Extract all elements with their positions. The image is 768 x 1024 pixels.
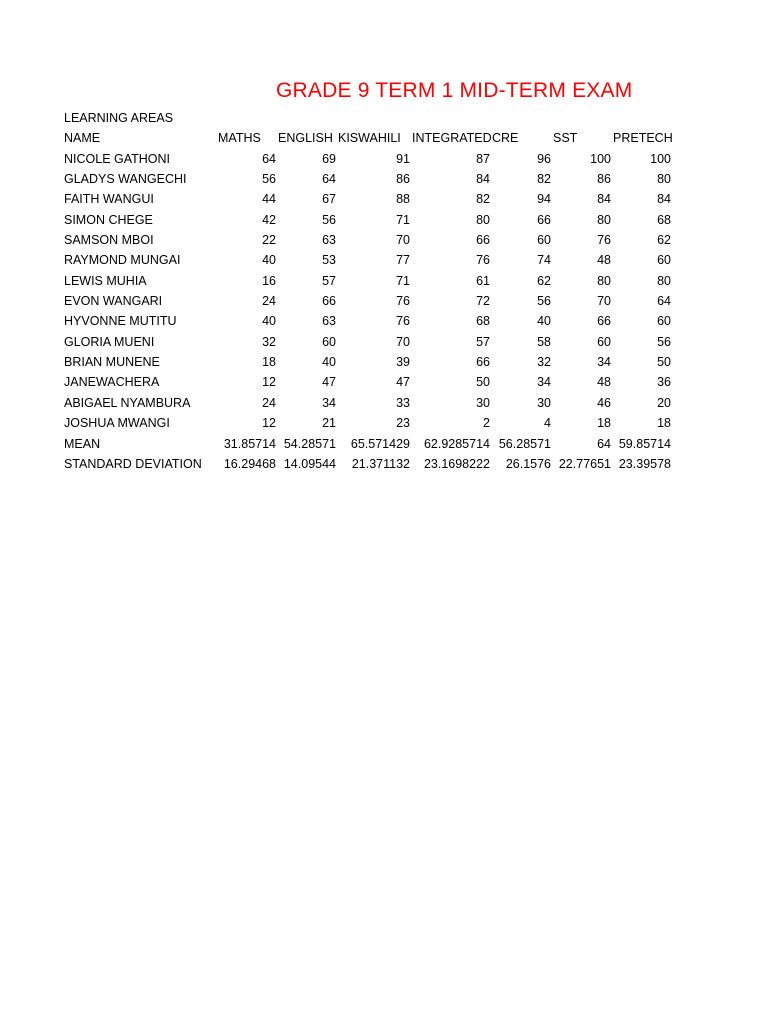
score-maths: 24 (262, 395, 276, 410)
score-integrated: 72 (476, 294, 490, 309)
score-integrated: 87 (476, 151, 490, 166)
student-name: GLORIA MUENI (64, 334, 155, 349)
score-cre: 34 (537, 375, 551, 390)
mean-maths: 31.85714 (223, 436, 276, 451)
table-row (64, 250, 684, 270)
student-name: JANEWACHERA (64, 375, 160, 390)
header-kiswahili: KISWAHILI (338, 131, 401, 146)
mean-english: 54.28571 (283, 436, 336, 451)
std-sst: 22.77651 (558, 456, 611, 471)
score-integrated: 2 (483, 416, 490, 431)
score-cre: 32 (537, 355, 551, 370)
score-sst: 48 (597, 253, 611, 268)
score-english: 63 (322, 314, 336, 329)
mean-row (64, 434, 684, 454)
score-pretech: 84 (657, 192, 671, 207)
score-english: 67 (322, 192, 336, 207)
score-english: 56 (322, 212, 336, 227)
score-sst: 34 (597, 355, 611, 370)
score-cre: 96 (537, 151, 551, 166)
header-pretech: PRETECH (613, 131, 673, 146)
score-pretech: 62 (657, 233, 671, 248)
table-row (64, 393, 684, 413)
score-cre: 4 (544, 416, 551, 431)
header-cre: CRE (492, 131, 519, 146)
score-pretech: 18 (657, 416, 671, 431)
score-integrated: 57 (476, 334, 490, 349)
student-name: NICOLE GATHONI (64, 151, 171, 166)
score-english: 21 (322, 416, 336, 431)
score-pretech: 100 (650, 151, 671, 166)
score-integrated: 30 (476, 395, 490, 410)
score-english: 34 (322, 395, 336, 410)
score-english: 53 (322, 253, 336, 268)
score-integrated: 61 (476, 273, 490, 288)
score-kiswahili: 33 (396, 395, 410, 410)
score-maths: 40 (262, 253, 276, 268)
score-english: 63 (322, 233, 336, 248)
table-row (64, 291, 684, 311)
score-kiswahili: 86 (396, 172, 410, 187)
student-name: ABIGAEL NYAMBURA (64, 395, 191, 410)
student-name: SIMON CHEGE (64, 212, 153, 227)
table-row (64, 210, 684, 230)
header-english: ENGLISH (278, 131, 333, 146)
student-name: JOSHUA MWANGI (64, 416, 170, 431)
score-sst: 80 (597, 212, 611, 227)
std-cre: 26.1576 (505, 456, 551, 471)
std-integrated: 23.1698222 (423, 456, 490, 471)
score-pretech: 80 (657, 273, 671, 288)
score-integrated: 66 (476, 233, 490, 248)
score-english: 64 (322, 172, 336, 187)
std-row (64, 454, 684, 474)
header-name: NAME (64, 131, 101, 146)
score-maths: 56 (262, 172, 276, 187)
score-kiswahili: 71 (396, 273, 410, 288)
score-pretech: 60 (657, 314, 671, 329)
score-maths: 64 (262, 151, 276, 166)
score-integrated: 68 (476, 314, 490, 329)
score-maths: 12 (262, 375, 276, 390)
table-row (64, 372, 684, 392)
table-row (64, 169, 684, 189)
score-kiswahili: 70 (396, 334, 410, 349)
table-row (64, 332, 684, 352)
score-integrated: 82 (476, 192, 490, 207)
header-row (64, 128, 684, 148)
score-sst: 66 (597, 314, 611, 329)
score-kiswahili: 47 (396, 375, 410, 390)
score-english: 47 (322, 375, 336, 390)
score-english: 57 (322, 273, 336, 288)
student-name: RAYMOND MUNGAI (64, 253, 181, 268)
score-kiswahili: 71 (396, 212, 410, 227)
score-integrated: 84 (476, 172, 490, 187)
mean-integrated: 62.9285714 (423, 436, 490, 451)
table-row (64, 230, 684, 250)
student-name: GLADYS WANGECHI (64, 172, 187, 187)
table-row (64, 189, 684, 209)
std-kiswahili: 21.371132 (351, 456, 410, 471)
score-sst: 84 (597, 192, 611, 207)
header-integrated: INTEGRATED (412, 131, 492, 146)
exam-results-table (64, 108, 684, 474)
table-row (64, 271, 684, 291)
score-integrated: 76 (476, 253, 490, 268)
score-cre: 62 (537, 273, 551, 288)
student-name: BRIAN MUNENE (64, 355, 160, 370)
score-maths: 40 (262, 314, 276, 329)
score-cre: 74 (537, 253, 551, 268)
score-pretech: 68 (657, 212, 671, 227)
score-english: 40 (322, 355, 336, 370)
std-english: 14.09544 (283, 456, 336, 471)
score-maths: 22 (262, 233, 276, 248)
score-sst: 60 (597, 334, 611, 349)
score-integrated: 50 (476, 375, 490, 390)
score-maths: 32 (262, 334, 276, 349)
score-cre: 30 (537, 395, 551, 410)
score-maths: 42 (262, 212, 276, 227)
student-name: HYVONNE MUTITU (64, 314, 177, 329)
student-name: FAITH WANGUI (64, 192, 154, 207)
score-kiswahili: 70 (396, 233, 410, 248)
score-cre: 58 (537, 334, 551, 349)
score-pretech: 80 (657, 172, 671, 187)
section-label-row (64, 108, 684, 128)
score-sst: 70 (597, 294, 611, 309)
score-maths: 12 (262, 416, 276, 431)
table-row (64, 352, 684, 372)
score-kiswahili: 91 (396, 151, 410, 166)
score-pretech: 20 (657, 395, 671, 410)
score-sst: 48 (597, 375, 611, 390)
score-pretech: 36 (657, 375, 671, 390)
score-maths: 18 (262, 355, 276, 370)
score-cre: 60 (537, 233, 551, 248)
score-cre: 66 (537, 212, 551, 227)
score-kiswahili: 88 (396, 192, 410, 207)
score-sst: 80 (597, 273, 611, 288)
header-maths: MATHS (218, 131, 261, 146)
score-sst: 100 (590, 151, 611, 166)
table-row (64, 311, 684, 331)
score-integrated: 66 (476, 355, 490, 370)
score-cre: 94 (537, 192, 551, 207)
score-sst: 86 (597, 172, 611, 187)
score-sst: 18 (597, 416, 611, 431)
header-sst: SST (553, 131, 578, 146)
student-name: LEWIS MUHIA (64, 273, 147, 288)
table-row (64, 413, 684, 433)
score-integrated: 80 (476, 212, 490, 227)
score-maths: 16 (262, 273, 276, 288)
score-pretech: 64 (657, 294, 671, 309)
score-kiswahili: 23 (396, 416, 410, 431)
score-maths: 24 (262, 294, 276, 309)
score-pretech: 60 (657, 253, 671, 268)
score-cre: 82 (537, 172, 551, 187)
mean-label: MEAN (64, 436, 101, 451)
student-name: EVON WANGARI (64, 294, 163, 309)
score-english: 66 (322, 294, 336, 309)
score-kiswahili: 76 (396, 314, 410, 329)
std-maths: 16.29468 (223, 456, 276, 471)
table-row (64, 149, 684, 169)
score-cre: 40 (537, 314, 551, 329)
mean-pretech: 59.85714 (618, 436, 671, 451)
section-label: LEARNING AREAS (64, 111, 174, 125)
student-name: SAMSON MBOI (64, 233, 154, 248)
score-maths: 44 (262, 192, 276, 207)
std-label: STANDARD DEVIATION (64, 456, 202, 471)
mean-sst: 64 (597, 436, 611, 451)
score-pretech: 50 (657, 355, 671, 370)
score-kiswahili: 39 (396, 355, 410, 370)
score-cre: 56 (537, 294, 551, 309)
mean-kiswahili: 65.571429 (350, 436, 410, 451)
score-english: 60 (322, 334, 336, 349)
score-kiswahili: 77 (396, 253, 410, 268)
score-pretech: 56 (657, 334, 671, 349)
student-rows (64, 149, 684, 434)
score-sst: 46 (597, 395, 611, 410)
sheet-title: GRADE 9 TERM 1 MID-TERM EXAM (276, 79, 633, 102)
std-pretech: 23.39578 (618, 456, 671, 471)
score-kiswahili: 76 (396, 294, 410, 309)
score-english: 69 (322, 151, 336, 166)
score-sst: 76 (597, 233, 611, 248)
mean-cre: 56.28571 (498, 436, 551, 451)
